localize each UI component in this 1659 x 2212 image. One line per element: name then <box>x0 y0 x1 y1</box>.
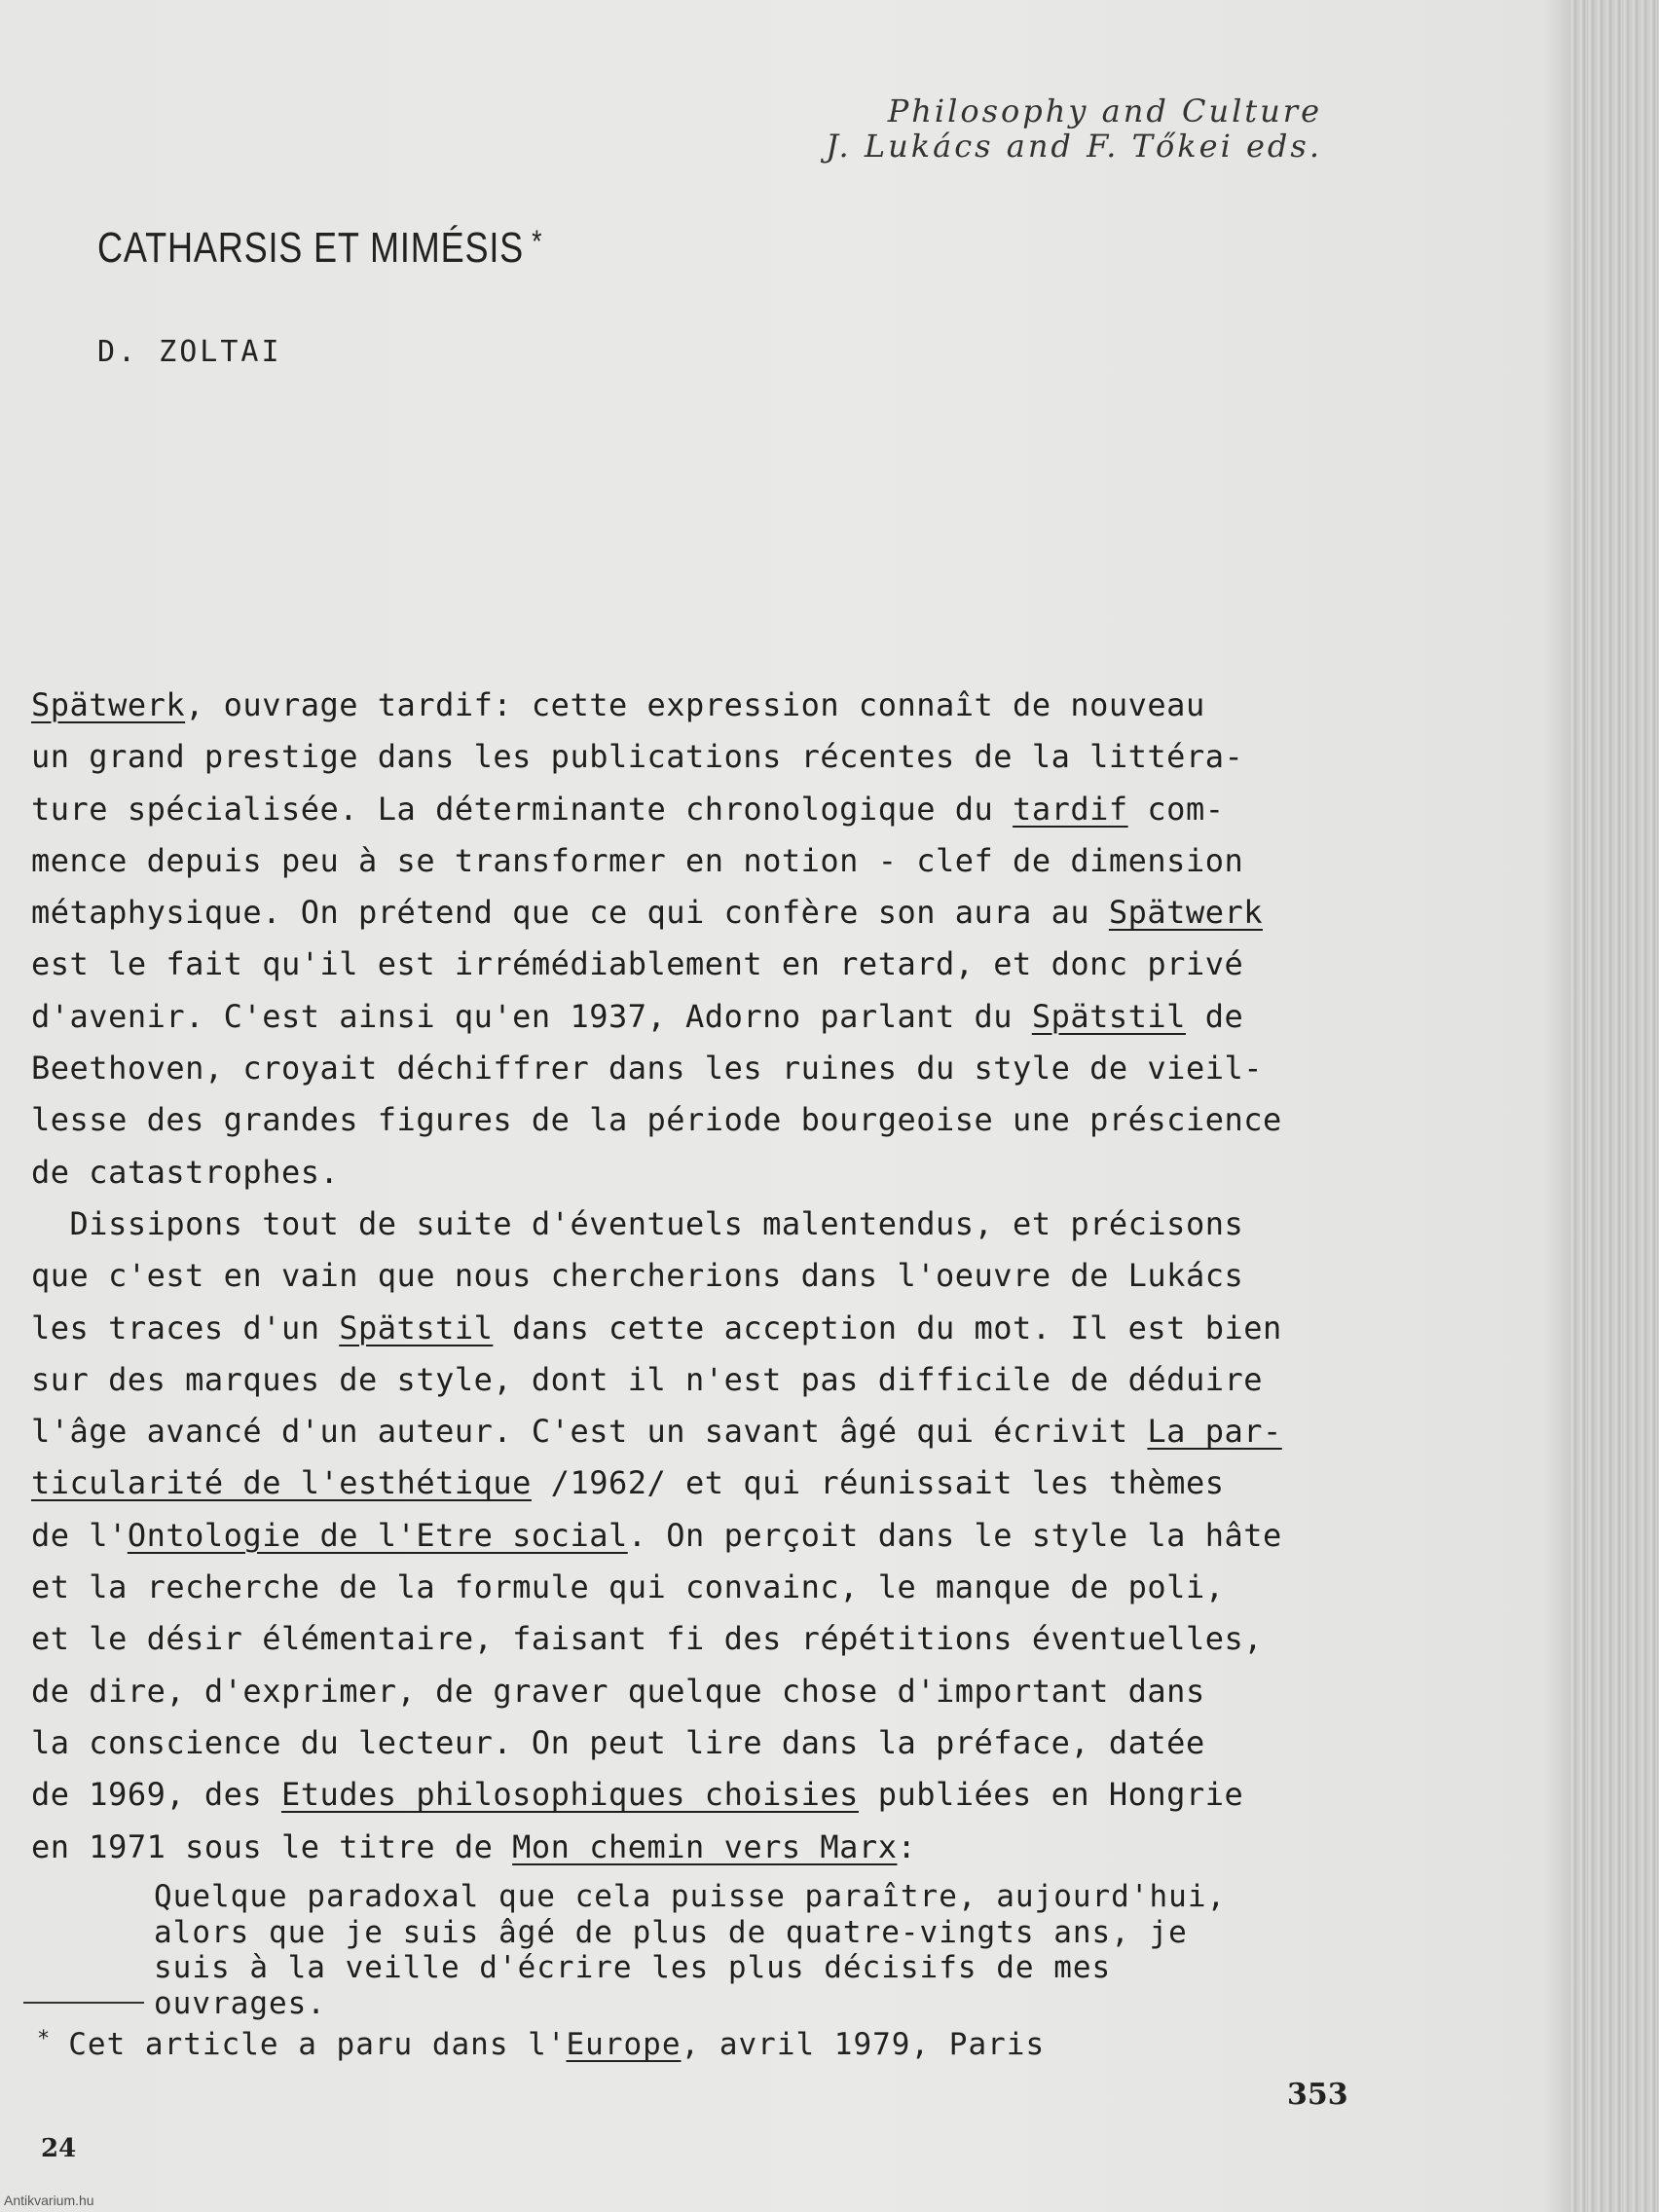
text-run: les traces d'un <box>31 1309 340 1346</box>
article-author: D. ZOLTAI <box>97 335 282 369</box>
text-run: com- <box>1127 790 1225 828</box>
text-run: d'avenir. C'est ainsi qu'en 1937, Adorno parlant du <box>31 997 1032 1035</box>
page-number: 353 <box>1287 2078 1348 2112</box>
footnote-emphasis: Europe <box>566 2027 682 2062</box>
text-line <box>31 1457 1394 1509</box>
text-line <box>31 1769 1394 1821</box>
text-line: et le désir élémentaire, faisant fi des répétitions éventuelles, <box>31 1620 1263 1658</box>
footnote <box>37 2027 1045 2062</box>
text-run: dans cette acception du mot. Il est bien <box>493 1309 1282 1346</box>
text-run: de 1969, des <box>31 1776 281 1814</box>
footnote-text: Cet article a paru dans l' <box>68 2027 567 2062</box>
emphasis: La par- <box>1147 1413 1282 1451</box>
page-stack-edge <box>1569 0 1659 2212</box>
block-quote <box>154 1879 1419 2021</box>
text-line <box>31 1406 1394 1457</box>
quote-line: Quelque paradoxal que cela puisse paraître, aujourd'hui, <box>154 1879 1227 1914</box>
text-line <box>31 1822 1394 1873</box>
text-line: Dissipons tout de suite d'éventuels malentendus, et précisons <box>31 1204 1244 1242</box>
emphasis: Mon chemin vers Marx <box>512 1827 898 1865</box>
emphasis: tardif <box>1013 790 1128 828</box>
text-line: est le fait qu'il est irrémédiablement en retard, et donc privé <box>31 945 1244 983</box>
text-line <box>31 887 1394 939</box>
quote-line: ouvrages. <box>154 1985 326 2021</box>
text-run: de <box>1185 997 1244 1035</box>
text-line: Beethoven, croyait déchiffrer dans les ruines du style de vieil- <box>31 1050 1263 1088</box>
text-line: de catastrophes. <box>31 1153 340 1191</box>
emphasis: Spätwerk <box>31 686 186 723</box>
text-line <box>31 680 1394 731</box>
text-run: . On perçoit dans le style la hâte <box>627 1516 1282 1554</box>
emphasis: Spätwerk <box>1108 894 1263 932</box>
emphasis: Etudes philosophiques choisies <box>280 1776 859 1814</box>
emphasis: Spätstil <box>1031 997 1186 1035</box>
text-line <box>31 784 1394 835</box>
footnote-rule <box>23 2002 144 2004</box>
text-line: mence depuis peu à se transformer en notion - clef de dimension <box>31 841 1244 879</box>
text-line: que c'est en vain que nous chercherions dans l'oeuvre de Lukács <box>31 1257 1244 1295</box>
header-book-title: Philosophy and Culture <box>887 92 1322 129</box>
text-run: , ouvrage tardif: cette expression connaît de nouveau <box>185 686 1205 723</box>
text-run: en 1971 sous le titre de <box>31 1827 513 1865</box>
text-line <box>31 1303 1394 1354</box>
text-line: la conscience du lecteur. On peut lire dans la préface, datée <box>31 1723 1205 1761</box>
text-line: sur des marques de style, dont il n'est pas difficile de déduire <box>31 1360 1263 1398</box>
header-editors: J. Lukács and F. Tőkei eds. <box>826 128 1322 165</box>
signature-mark: 24 <box>41 2134 77 2163</box>
article-title <box>97 224 542 273</box>
text-run: : <box>897 1827 917 1865</box>
text-line: de dire, d'exprimer, de graver quelque chose d'important dans <box>31 1672 1205 1710</box>
article-body <box>31 680 1394 1873</box>
title-footnote-mark: * <box>532 224 543 259</box>
emphasis: Spätstil <box>339 1309 494 1346</box>
text-run: de l' <box>31 1516 128 1554</box>
emphasis: ticularité de l'esthétique <box>31 1464 532 1502</box>
text-run: /1962/ et qui réunissait les thèmes <box>531 1464 1225 1502</box>
text-run: l'âge avancé d'un auteur. C'est un savant âgé qui écrivit <box>31 1413 1148 1451</box>
quote-line: alors que je suis âgé de plus de quatre-vingts ans, je <box>154 1914 1188 1950</box>
emphasis: Ontologie de l'Etre social <box>127 1516 628 1554</box>
text-line <box>31 991 1394 1043</box>
text-run: métaphysique. On prétend que ce qui confère son aura au <box>31 894 1109 932</box>
text-run: publiées en Hongrie <box>858 1776 1244 1814</box>
footnote-text: , avril 1979, Paris <box>681 2027 1046 2062</box>
text-line <box>31 1510 1394 1562</box>
footnote-mark: * <box>37 2027 52 2051</box>
text-line: lesse des grandes figures de la période bourgeoise une préscience <box>31 1101 1282 1139</box>
text-run: ture spécialisée. La déterminante chronologique du <box>31 790 1014 828</box>
text-line: et la recherche de la formule qui convainc, le manque de poli, <box>31 1568 1225 1606</box>
running-header <box>826 93 1322 164</box>
watermark: Antikvarium.hu <box>4 2193 94 2208</box>
text-line: un grand prestige dans les publications récentes de la littéra- <box>31 738 1244 776</box>
page-gutter-shadow <box>1543 0 1572 2212</box>
article-title-text: CATHARSIS ET MIMÉSIS <box>97 224 525 272</box>
quote-line: suis à la veille d'écrire les plus décisifs de mes <box>154 1950 1112 1985</box>
